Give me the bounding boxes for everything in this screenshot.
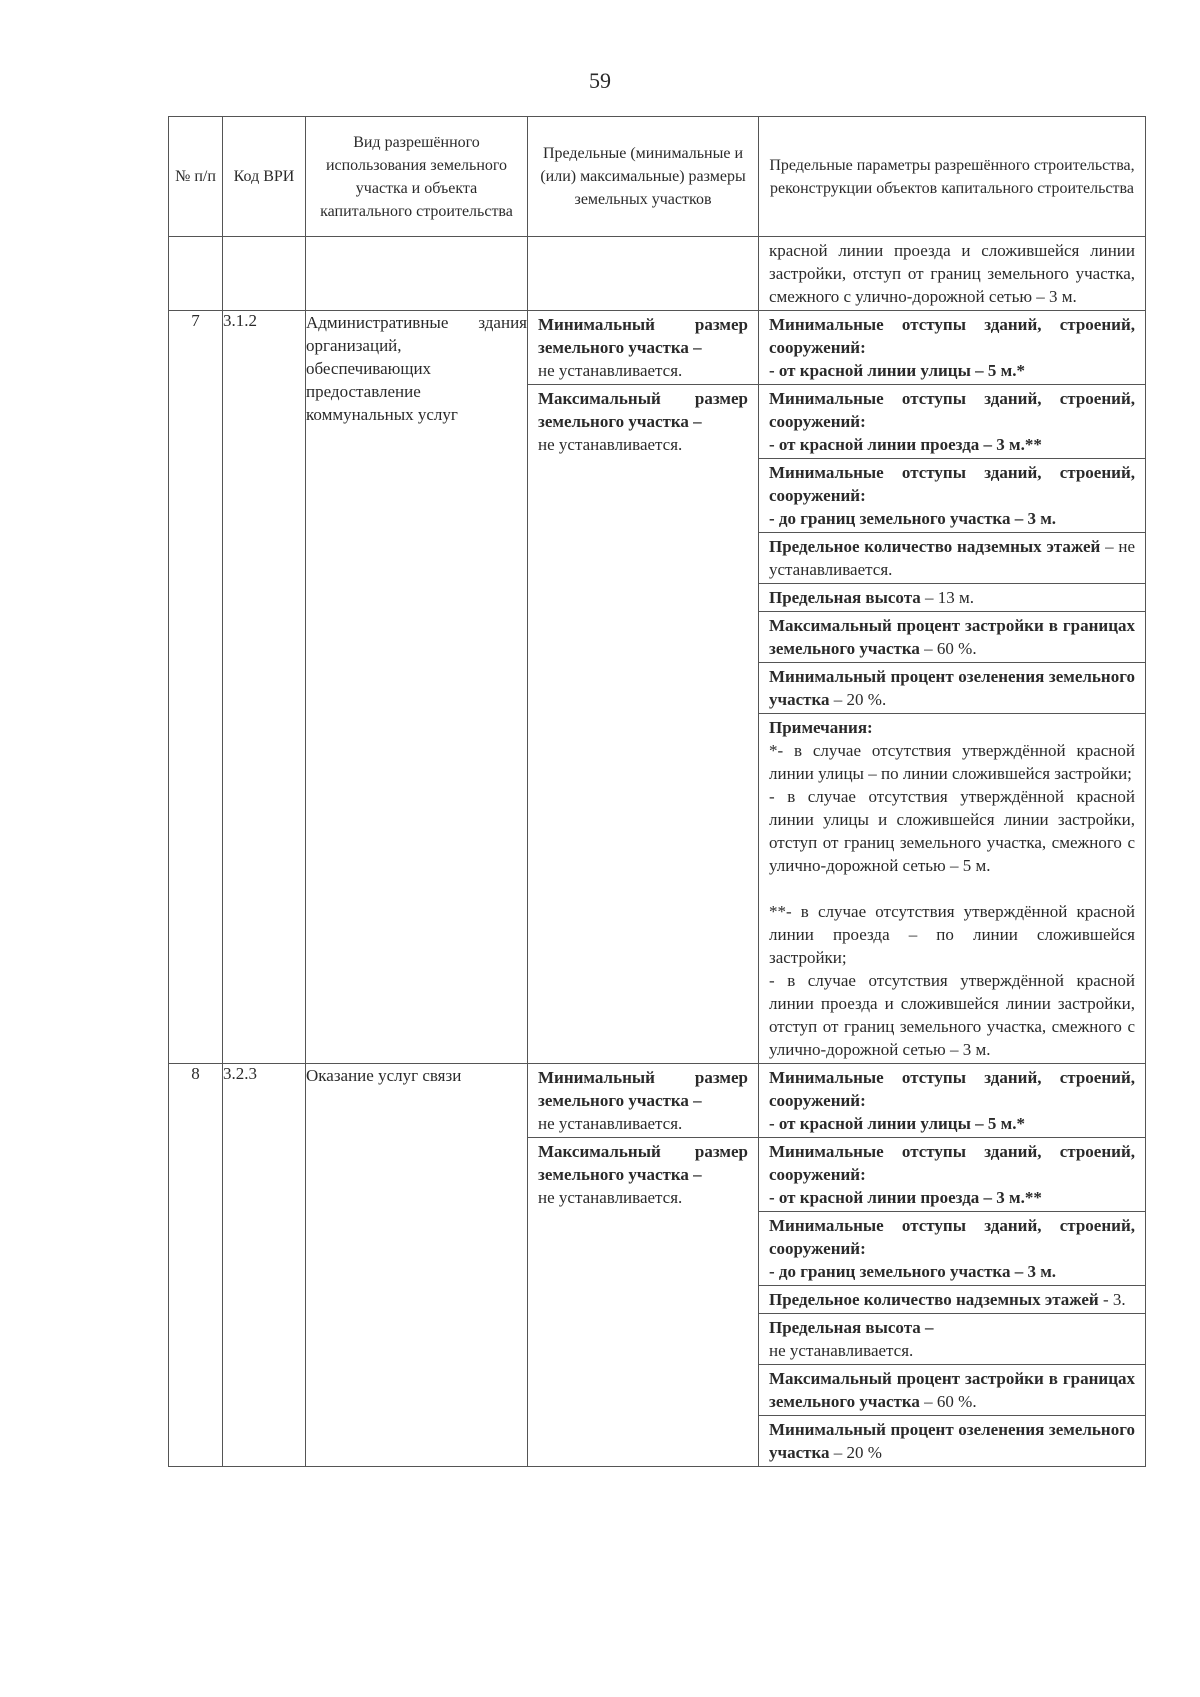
row7-code: 3.1.2 — [223, 311, 306, 1064]
row7-min-size-title: Минимальный размер земельного участка – — [538, 315, 748, 357]
row7-min-size-value: не устанавливается. — [538, 361, 683, 380]
header-params: Предельные параметры разрешённого строительства, реконструкции объектов капитального строительства — [759, 117, 1146, 237]
note-1: *- в случае отсутствия утверждённой красной линии улицы – по линии сложившейся застройки; — [769, 741, 1135, 783]
row8-params — [759, 1064, 1146, 1467]
row7-type: Административные здания организаций, обеспечивающих предоставление коммунальных услуг — [306, 311, 528, 1064]
row8-min-size: Минимальный размер земельного участка – не устанавливается. — [528, 1064, 758, 1138]
row7-num: 7 — [169, 311, 223, 1064]
row7-params — [759, 311, 1146, 1064]
row7-param-5: Предельная высота – 13 м. — [759, 584, 1145, 612]
row8-param-6: Максимальный процент застройки в границах земельного участка – 60 %. — [759, 1365, 1145, 1416]
note-4: - в случае отсутствия утверждённой красной линии проезда и сложившейся линии застройки, отступ от границ земельного участка, смежного с улично-дорожной сетью – 3 м. — [769, 971, 1135, 1059]
header-sizes: Предельные (минимальные и (или) максимальные) размеры земельных участков — [528, 117, 759, 237]
row7-max-size-title: Максимальный размер земельного участка – — [538, 389, 748, 431]
row7-min-size — [528, 311, 758, 385]
table-header-row — [169, 117, 1146, 237]
header-type: Вид разрешённого использования земельного участка и объекта капитального строительства — [306, 117, 528, 237]
row8-param-1: Минимальные отступы зданий, строений, сооружений: - от красной линии улицы – 5 м.* — [759, 1064, 1145, 1138]
table-row-continued — [169, 237, 1146, 311]
row7-param-3: Минимальные отступы зданий, строений, сооружений: - до границ земельного участка – 3 м. — [759, 459, 1145, 533]
row7-max-size — [528, 385, 758, 458]
header-num: № п/п — [169, 117, 223, 237]
row8-sizes — [528, 1064, 759, 1467]
row7-param-2: Минимальные отступы зданий, строений, сооружений: - от красной линии проезда – 3 м.** — [759, 385, 1145, 459]
row7-max-size-value: не устанавливается. — [538, 435, 683, 454]
row8-param-7: Минимальный процент озеленения земельного участка – 20 % — [769, 1420, 1135, 1462]
table-row-8 — [169, 1064, 1146, 1467]
row8-num: 8 — [169, 1064, 223, 1467]
row8-param-2: Минимальные отступы зданий, строений, сооружений: - от красной линии проезда – 3 м.** — [759, 1138, 1145, 1212]
row8-param-5: Предельная высота – не устанавливается. — [759, 1314, 1145, 1365]
row8-type: Оказание услуг связи — [306, 1064, 528, 1467]
notes-title: Примечания: — [769, 718, 873, 737]
row8-param-3: Минимальные отступы зданий, строений, сооружений: - до границ земельного участка – 3 м. — [759, 1212, 1145, 1286]
header-code: Код ВРИ — [223, 117, 306, 237]
row8-param-4: Предельное количество надземных этажей - 3. — [759, 1286, 1145, 1314]
row7-param-4: Предельное количество надземных этажей – не устанавливается. — [759, 533, 1145, 584]
note-3: **- в случае отсутствия утверждённой красной линии проезда – по линии сложившейся застройки; — [769, 902, 1135, 967]
continued-params-text: красной линии проезда и сложившейся линии застройки, отступ от границ земельного участка, смежного с улично-дорожной сетью – 3 м. — [769, 241, 1135, 306]
row8-code: 3.2.3 — [223, 1064, 306, 1467]
table-row-7 — [169, 311, 1146, 1064]
row7-sizes — [528, 311, 759, 1064]
row7-param-6: Максимальный процент застройки в границах земельного участка – 60 %. — [759, 612, 1145, 663]
row7-notes — [759, 714, 1145, 1063]
note-2: - в случае отсутствия утверждённой красной линии улицы и сложившейся линии застройки, отступ от границ земельного участка, смежного с улично-дорожной сетью – 5 м. — [769, 787, 1135, 875]
regulations-table — [168, 116, 1146, 1467]
page-number: 59 — [589, 68, 611, 93]
row8-max-size: Максимальный размер земельного участка – не устанавливается. — [538, 1142, 748, 1207]
row7-param-1: Минимальные отступы зданий, строений, сооружений: - от красной линии улицы – 5 м.* — [759, 311, 1145, 385]
row7-param-7: Минимальный процент озеленения земельного участка – 20 %. — [759, 663, 1145, 714]
